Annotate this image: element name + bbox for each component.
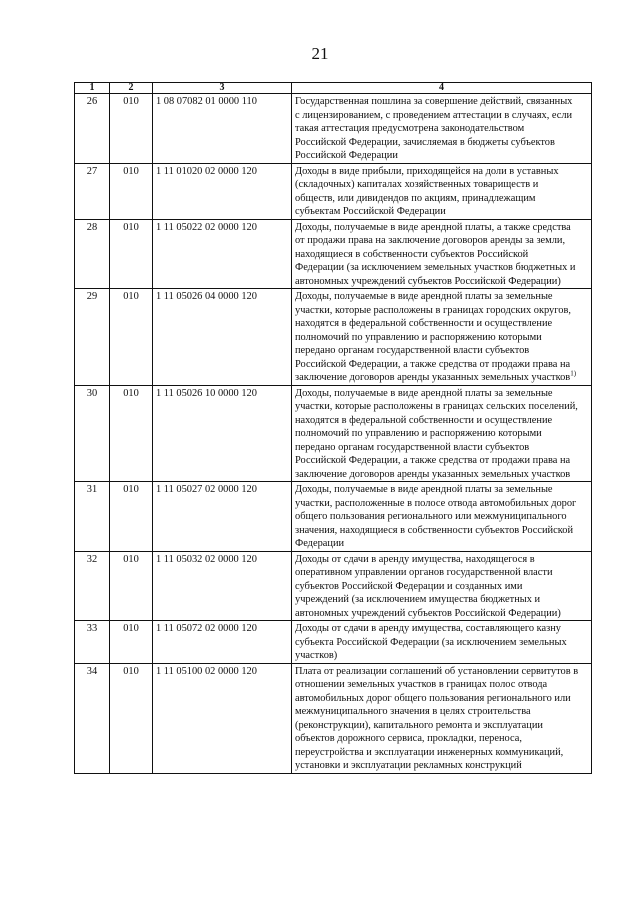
- row-number: 30: [75, 385, 110, 482]
- revenue-description: [292, 551, 592, 621]
- budget-classification-code: 1 08 07082 01 0000 110: [153, 94, 292, 164]
- description-line: (складочных) капиталах хозяйственных товариществ и: [295, 179, 539, 190]
- admin-code: 010: [110, 385, 153, 482]
- description-line: Плата от реализации соглашений об установлении сервитутов в: [295, 665, 579, 677]
- description-line: находятся в федеральной собственности и осуществление: [295, 414, 553, 426]
- row-number: 29: [75, 289, 110, 386]
- admin-code: 010: [110, 289, 153, 386]
- description-line: Доходы в виде прибыли, приходящейся на доли в уставных: [295, 165, 559, 177]
- table-row: [75, 551, 592, 621]
- description-line: автономных учреждений субъектов Российской Федерации): [295, 275, 561, 287]
- description-line: объектов дорожного сервиса, прокладки, переноса,: [295, 733, 522, 744]
- footnote-marker: 1): [570, 369, 577, 378]
- description-line: Федерации (за исключением земельных участков бюджетных и: [295, 262, 576, 273]
- description-line: Доходы, получаемые в виде арендной платы, а также средства: [295, 221, 571, 233]
- budget-classification-code: 1 11 01020 02 0000 120: [153, 163, 292, 219]
- description-line: Доходы, получаемые в виде арендной платы за земельные: [295, 387, 553, 399]
- table-header-row: [75, 83, 592, 94]
- admin-code: 010: [110, 94, 153, 164]
- description-line: Российской Федерации, зачисляемая в бюджеты субъектов: [295, 136, 555, 148]
- row-number: 26: [75, 94, 110, 164]
- description-line: Государственная пошлина за совершение действий, связанных: [295, 96, 573, 107]
- description-line: межмуниципального значения в целях строительства: [295, 706, 531, 717]
- column-header-2: 2: [110, 83, 153, 94]
- description-line: автомобильных дорог общего пользования регионального или: [295, 692, 571, 704]
- table-row: [75, 385, 592, 482]
- description-line: участки, которые расположены в границах городских округов,: [295, 304, 571, 316]
- budget-classification-code: 1 11 05026 04 0000 120: [153, 289, 292, 386]
- description-line: передано органам государственной власти субъектов: [295, 441, 530, 453]
- column-header-4: 4: [292, 83, 592, 94]
- description-line: Доходы от сдачи в аренду имущества, составляющего казну: [295, 623, 561, 634]
- description-line: участков): [295, 650, 338, 661]
- table-row: [75, 663, 592, 773]
- description-line: участки, расположенные в полосе отвода автомобильных дорог: [295, 497, 577, 509]
- admin-code: 010: [110, 621, 153, 664]
- revenue-description: [292, 385, 592, 482]
- row-number: 31: [75, 482, 110, 552]
- description-line: субъектов Российской Федерации и созданных ими: [295, 580, 523, 592]
- description-line: заключение договоров аренды указанных земельных участков: [295, 372, 571, 383]
- table-row: [75, 289, 592, 386]
- description-line: субъектам Российской Федерации: [295, 206, 446, 217]
- revenue-description: [292, 94, 592, 164]
- description-line: Российской Федерации, а также средства от продажи права на: [295, 358, 571, 370]
- description-line: находятся в федеральной собственности и осуществление: [295, 318, 553, 329]
- row-number: 28: [75, 219, 110, 289]
- row-number: 34: [75, 663, 110, 773]
- description-line: полномочий по управлению и распоряжению которыми: [295, 428, 542, 439]
- description-line: передано органам государственной власти субъектов: [295, 345, 530, 356]
- budget-classification-code: 1 11 05022 02 0000 120: [153, 219, 292, 289]
- admin-code: 010: [110, 163, 153, 219]
- description-line: автономных учреждений субъектов Российской Федерации): [295, 607, 561, 619]
- budget-classification-code: 1 11 05026 10 0000 120: [153, 385, 292, 482]
- revenue-description: [292, 482, 592, 552]
- revenue-description: [292, 163, 592, 219]
- table-row: [75, 482, 592, 552]
- description-line: от продажи права на заключение договоров аренды за земли,: [295, 235, 566, 246]
- table-body: [75, 94, 592, 774]
- revenue-description: [292, 663, 592, 773]
- description-line: отношении земельных участков в границах полос отвода: [295, 679, 548, 690]
- description-line: Российской Федерации: [295, 150, 398, 161]
- description-line: значения, находящиеся в собственности субъектов Российской: [295, 524, 574, 536]
- page-number: 21: [311, 44, 329, 63]
- table-row: [75, 94, 592, 164]
- table-row: [75, 163, 592, 219]
- description-line: Доходы, получаемые в виде арендной платы за земельные: [295, 291, 553, 302]
- description-line: находящиеся в собственности субъектов Российской: [295, 248, 529, 260]
- description-line: оперативном управлении органов государственной власти: [295, 567, 553, 578]
- description-line-with-footnote: [295, 371, 588, 385]
- admin-code: 010: [110, 219, 153, 289]
- description-line: заключение договоров аренды указанных земельных участков: [295, 468, 571, 480]
- description-line: с лицензированием, с проведением аттестации в случаях, если: [295, 109, 573, 121]
- budget-classification-code: 1 11 05100 02 0000 120: [153, 663, 292, 773]
- description-line: Доходы от сдачи в аренду имущества, находящегося в: [295, 553, 535, 565]
- table-row: [75, 621, 592, 664]
- description-line: переустройства и эксплуатации инженерных коммуникаций,: [295, 746, 564, 758]
- description-line: участки, которые расположены в границах сельских поселений,: [295, 401, 578, 412]
- description-line: Федерации: [295, 538, 345, 549]
- description-line: обществ, или дивидендов по акциям, принадлежащим: [295, 192, 536, 204]
- admin-code: 010: [110, 663, 153, 773]
- description-line: субъекта Российской Федерации (за исключением земельных: [295, 636, 567, 648]
- admin-code: 010: [110, 482, 153, 552]
- description-line: общего пользования регионального или межмуниципального: [295, 511, 567, 522]
- description-line: такая аттестация предусмотрена законодательством: [295, 123, 525, 134]
- description-line: (реконструкции), капитального ремонта и эксплуатации: [295, 719, 543, 731]
- column-header-3: 3: [153, 83, 292, 94]
- revenue-description: [292, 289, 592, 386]
- row-number: 33: [75, 621, 110, 664]
- row-number: 27: [75, 163, 110, 219]
- description-line: учреждений (за исключением имущества бюджетных и: [295, 594, 541, 605]
- admin-code: 010: [110, 551, 153, 621]
- revenue-codes-table: [74, 82, 592, 774]
- description-line: Доходы, получаемые в виде арендной платы за земельные: [295, 484, 553, 495]
- revenue-description: [292, 219, 592, 289]
- table-row: [75, 219, 592, 289]
- description-line: Российской Федерации, а также средства от продажи права на: [295, 455, 571, 466]
- description-line: установки и эксплуатации рекламных конструкций: [295, 760, 522, 771]
- budget-classification-code: 1 11 05027 02 0000 120: [153, 482, 292, 552]
- revenue-description: [292, 621, 592, 664]
- row-number: 32: [75, 551, 110, 621]
- budget-classification-code: 1 11 05072 02 0000 120: [153, 621, 292, 664]
- budget-classification-code: 1 11 05032 02 0000 120: [153, 551, 292, 621]
- column-header-1: 1: [75, 83, 110, 94]
- description-line: полномочий по управлению и распоряжению которыми: [295, 331, 542, 343]
